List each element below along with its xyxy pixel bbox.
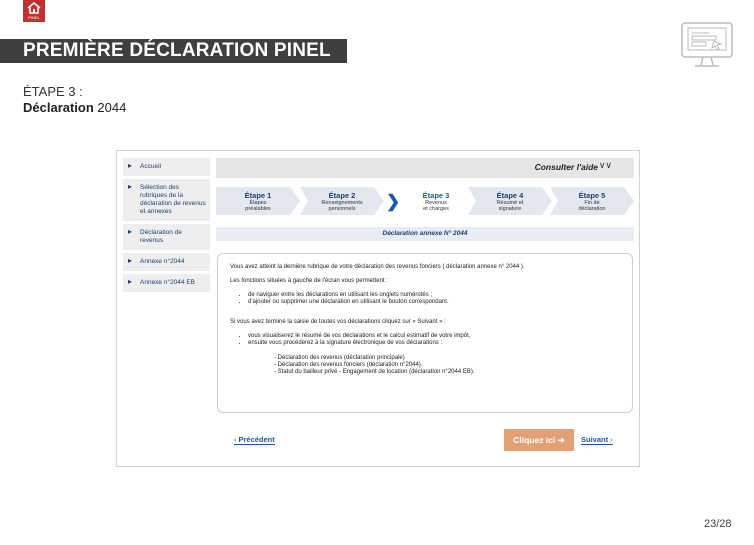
sidebar-item-selection-rubriques[interactable]: ▸ Sélection des rubriques de la déclaration de revenus et annexes	[123, 179, 210, 221]
current-step-arrow-icon: ❯	[386, 192, 401, 211]
step-2-label: Étape 2	[328, 191, 356, 200]
step-1	[216, 187, 300, 215]
tabs-bullet-list	[248, 292, 620, 306]
chevron-right-icon: ›	[610, 435, 613, 444]
step-4	[468, 187, 552, 215]
list-item: • ensuite vous procéderez à la signature électronique de vos déclarations :	[248, 340, 620, 347]
finish-intro-text: Si vous avez terminé la saisie de toutes vos déclarations cliquez sur « Suivant » :	[230, 319, 446, 325]
list-item: • vous visualiserez le résumé de vos déclarations et le calcul estimatif de votre impôt,	[248, 333, 620, 340]
step-name-rest: 2044	[93, 100, 127, 115]
click-here-label: Cliquez ici	[513, 435, 556, 445]
page-number: 23/28	[704, 518, 732, 530]
step-2-sub2: personnels	[328, 206, 356, 212]
step-5-sub1: Fin de	[584, 200, 600, 206]
step-1-sub1: Étapes	[249, 200, 267, 206]
intro-text: Vous avez atteint la dernière rubrique de votre déclaration des revenus fonciers ( déclaration annexe n° 2044 ).	[230, 264, 525, 270]
sidebar-item-annexe-2044[interactable]: ▸ Annexe n°2044	[123, 253, 210, 271]
list-item: - Déclaration des revenus (déclaration principale)	[274, 355, 405, 361]
finish-bullet-list	[248, 333, 620, 347]
step-4-label: Étape 4	[496, 191, 524, 200]
documents-list	[274, 355, 620, 376]
house-icon	[27, 2, 41, 14]
computer-form-icon	[681, 22, 733, 70]
sidebar-item-accueil[interactable]: ▸ Accueil	[123, 158, 210, 176]
list-item: • de naviguer entre les déclarations en utilisant les onglets numérotés ;	[248, 292, 620, 299]
step-5	[550, 187, 634, 215]
steps-progress	[216, 187, 634, 215]
step-5-sub2: déclaration	[578, 206, 606, 212]
step-1-label: Étape 1	[244, 191, 272, 200]
sidebar	[123, 158, 210, 295]
sidebar-item-declaration-revenus[interactable]: ▸ Déclaration de revenus	[123, 224, 210, 250]
instructions-panel	[217, 253, 633, 413]
step-2-sub1: Renseignements	[321, 200, 363, 206]
click-here-button[interactable]	[504, 429, 574, 451]
arrow-right-icon: ➔	[557, 435, 565, 445]
sidebar-item-annexe-2044-eb[interactable]: ▸ Annexe n°2044 EB	[123, 274, 210, 292]
step-5-label: Étape 5	[578, 191, 606, 200]
list-item: • d'ajouter ou supprimer une déclaration en utilisant le bouton correspondant.	[248, 299, 620, 306]
step-name	[23, 100, 126, 115]
pinel-logo	[23, 0, 45, 22]
declaration-screen	[116, 150, 640, 467]
step-3-sub1: Revenus	[425, 200, 447, 206]
step-4-sub1: Résumé et	[496, 200, 524, 206]
step-1-sub2: préalables	[245, 206, 271, 212]
help-bar	[216, 158, 634, 178]
page-title-bar	[0, 39, 347, 63]
previous-button[interactable]	[234, 435, 275, 445]
next-label: Suivant	[581, 435, 609, 444]
tabs-intro-text: Les fonctions situées à gauche de l'écran vous permettent :	[230, 278, 388, 284]
list-item: - Statut du bailleur privé - Engagement de location (déclaration n°2044 EB).	[274, 369, 475, 375]
double-chevron-down-icon[interactable]: ∨∨	[598, 160, 612, 170]
step-4-sub2: signature	[498, 206, 522, 212]
step-3-label: Étape 3	[422, 191, 450, 200]
next-button[interactable]	[581, 435, 613, 445]
help-link[interactable]: Consulter l'aide	[534, 162, 598, 172]
previous-label: Précédent	[238, 435, 275, 444]
list-item: - Déclaration des revenus fonciers (déclaration n°2044).	[274, 362, 423, 368]
step-2	[300, 187, 384, 215]
step-label: ÉTAPE 3 :	[23, 84, 83, 99]
section-title: Déclaration annexe N° 2044	[216, 227, 634, 241]
page-title: PREMIÈRE DÉCLARATION PINEL	[23, 40, 331, 61]
logo-text: PINEL	[28, 15, 40, 20]
chevron-left-icon: ‹	[234, 435, 237, 444]
step-3	[386, 187, 468, 215]
step-3-sub2: et charges	[423, 206, 449, 212]
step-name-bold: Déclaration	[23, 100, 94, 115]
